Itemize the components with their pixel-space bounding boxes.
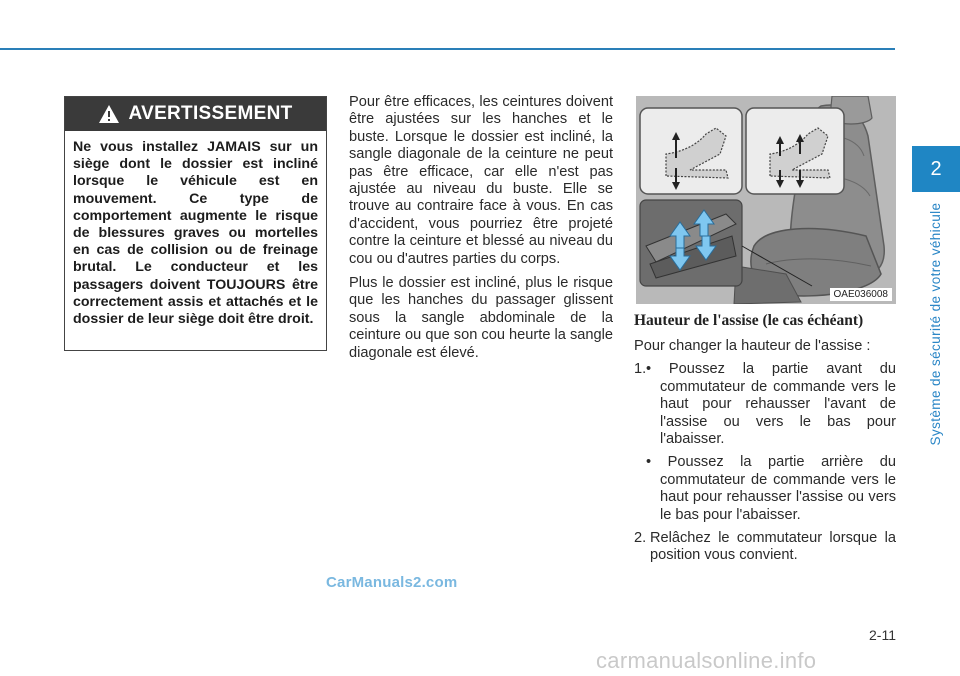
section-intro: Pour changer la hauteur de l'assise :: [634, 338, 871, 354]
middle-paragraph-1: Pour être efficaces, les ceintures doivent être ajustées sur les hanches et le buste. Lorsque le dossier est incliné, la sangle diagonale de la ceinture ne peut pas être efficace, car elle n'est pas ajustée au niveau du buste. Elle se trouve au contraire face à vous. En cas d'accident, vous pourriez être projeté contre la ceinture et blessé au niveau du cou ou d'autres parties du corps.: [349, 94, 613, 267]
chapter-title-container: [922, 196, 950, 452]
seat-height-figure: [636, 96, 896, 304]
step-1-bullet-1-text: • Poussez la partie avant du commutateur de commande vers le haut pour rehausser l'avant de l'assise ou vers le bas pour l'abaisser.: [646, 361, 896, 448]
middle-paragraph-2: Plus le dossier est incliné, plus le risque que les hanches du passager glissent sous la sangle abdominale de la ceinture ou que son cou heurte la sangle diagonale est élevé.: [349, 275, 613, 361]
step-1-bullet-1: [634, 361, 896, 448]
warning-triangle-icon: [98, 104, 120, 124]
warning-title: AVERTISSEMENT: [128, 103, 293, 124]
step-2: [634, 530, 896, 565]
step-1-number: 1.: [634, 361, 647, 378]
chapter-tab: 2: [912, 146, 960, 192]
seat-illustration: [636, 96, 896, 304]
step-1-bullet-2: • Poussez la partie arrière du commutateur de commande vers le haut pour rehausser l'assise ou vers le bas pour l'abaisser.: [646, 454, 896, 523]
section-title: Hauteur de l'assise (le cas échéant): [634, 312, 864, 329]
step-1: [634, 361, 896, 524]
step-2-number: 2.: [634, 530, 647, 547]
figure-code: OAE036008: [830, 288, 893, 301]
right-column: [634, 312, 896, 565]
warning-box: [64, 96, 327, 351]
warning-header: [65, 97, 326, 131]
watermark-right[interactable]: carmanualsonline.info: [596, 648, 817, 673]
middle-column: [349, 94, 613, 369]
warning-text: Ne vous installez JAMAIS sur un siège dont le dossier est incliné lorsque le véhicule est en mouvement. Ce type de comportement augmente le risque de blessures graves ou mortelles en cas de collision ou de freinage brutal. Le conducteur et les passagers doivent TOUJOURS être correctement assis et attachés et le dossier de leur siège doit être droit.: [73, 139, 318, 328]
page-number: 2-11: [869, 627, 896, 643]
chapter-title: Système de sécurité de votre véhicule: [928, 202, 943, 446]
watermark-left[interactable]: CarManuals2.com: [326, 574, 458, 591]
step-2-text: Relâchez le commutateur lorsque la position vous convient.: [650, 530, 896, 564]
header-rule: [0, 48, 895, 50]
